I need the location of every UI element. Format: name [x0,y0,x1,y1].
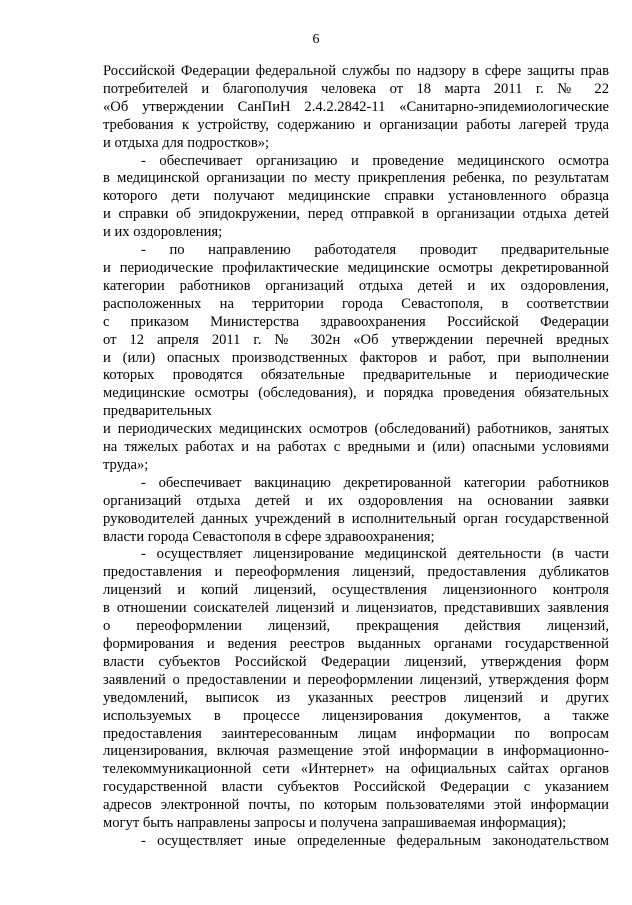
text-line: «Об утверждении СанПиН 2.4.2.2842-11 «Санитарно-эпидемиологические [103,98,609,115]
text-line: и периодических медицинских осмотров (обследований) работников, занятых [103,421,609,438]
text-line: категории работников организаций отдыха детей и их оздоровления, [103,277,609,294]
text-line: формирования и ведения реестров выданных органами государственной [103,636,609,652]
text-line: организаций отдыха детей и их оздоровления на основании заявки [103,492,609,509]
text-line: в медицинской организации по месту прикрепления ребенка, по результатам [103,170,609,187]
text-line: государственной власти субъектов Российской Федерации с указанием [103,779,609,796]
text-line: расположенных на территории города Севастополя, в соответствии [103,295,609,312]
text-line: - обеспечивает вакцинацию декретированной категории работников [141,474,609,491]
text-line: лицензирования, включая размещение этой информации в информационно- [103,743,609,760]
text-line: и их оздоровления; [103,224,223,241]
text-line: которых проводятся обязательные предварительные и периодические [103,367,609,384]
text-line: и (или) опасных производственных факторов и работ, при выполнении [103,349,609,366]
text-line: лицензий и копий лицензий, осуществления лицензионного контроля [103,582,609,599]
text-line: от 12 апреля 2011 г. № 302н «Об утверждении перечней вредных [103,331,609,348]
text-line: предварительных [103,403,212,420]
text-line: предоставления и переоформления лицензий, предоставления дубликатов [103,564,609,581]
text-line: используемых в процессе лицензирования документов, а также [103,707,609,724]
text-line: адресов электронной почты, по которым пользователями этой информации [103,797,609,814]
text-line: - осуществляет лицензирование медицинской деятельности (в части [141,546,609,563]
text-line: потребителей и благополучия человека от 18 марта 2011 г. № 22 [103,80,609,97]
text-line: уведомлений, выписок из указанных реестров лицензий и других [103,689,609,706]
text-line: - обеспечивает организацию и проведение медицинского осмотра [141,152,609,169]
text-line: предоставления заинтересованным лицам информации по вопросам [103,725,609,742]
text-line: власти города Севастополя в сфере здравоохранения; [103,528,435,545]
text-line: заявлений о предоставлении и переоформлении лицензий, утверждения форм [103,671,609,688]
text-line: в отношении соискателей лицензий и лицензиатов, представивших заявления [103,600,609,617]
text-line: и отдыха для подростков»; [103,134,270,151]
text-line: труда»; [103,456,149,473]
text-line: на тяжелых работах и на работах с вредными и (или) опасными условиями [103,439,609,456]
document-body [103,63,609,851]
text-line: и справки об эпидокружении, перед отправкой в организации отдыха детей [103,206,609,223]
text-line: которого дети получают медицинские справки установленного образца [103,188,609,205]
text-line: требования к устройству, содержанию и организации работы лагерей труда [103,116,609,133]
text-line: с приказом Министерства здравоохранения Российской Федерации [103,313,609,330]
text-line: медицинские осмотры (обследования), и порядка проведения обязательных [103,385,609,402]
text-line: руководителей данных учреждений в исполнительный орган государственной [103,510,609,527]
text-line: телекоммуникационной сети «Интернет» на официальных сайтах органов [103,761,609,778]
text-line: и периодические профилактические медицинские осмотры декретированной [103,259,609,276]
text-line: Российской Федерации федеральной службы по надзору в сфере защиты прав [103,63,609,79]
text-line: о переоформлении лицензий, прекращения действия лицензий, [103,618,609,635]
page-number: 6 [312,32,320,47]
text-line: - по направлению работодателя проводит предварительные [141,242,609,259]
text-line: могут быть направлены запросы и получена запрашиваемая информация); [103,815,567,832]
text-line: власти субъектов Российской Федерации лицензий, утверждения форм [103,653,609,670]
text-line: - осуществляет иные определенные федеральным законодательством [141,832,609,849]
